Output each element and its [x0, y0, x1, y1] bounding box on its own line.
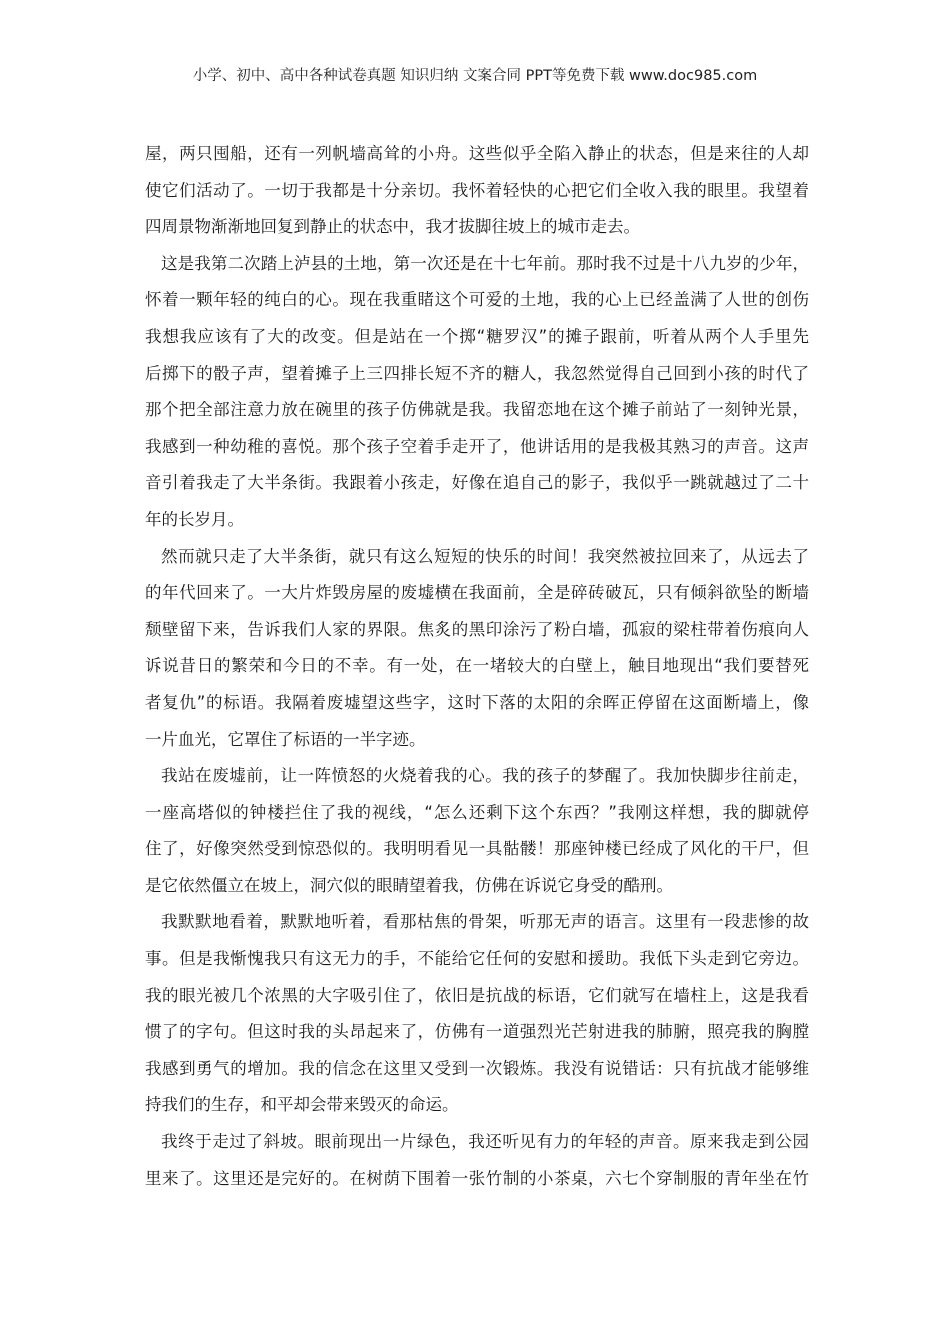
paragraph	[145, 543, 809, 763]
text-line: 事。但是我惭愧我只有这无力的手，不能给它任何的安慰和援助。我低下头走到它旁边。	[145, 949, 809, 969]
paragraph	[145, 1128, 809, 1201]
paragraph	[145, 908, 809, 1128]
text-line: 里来了。这里还是完好的。在树荫下围着一张竹制的小茶桌，六七个穿制服的青年坐在竹	[145, 1168, 809, 1188]
paragraph	[145, 140, 809, 250]
text-line: 我感到勇气的增加。我的信念在这里又受到一次锻炼。我没有说错话：只有抗战才能够维	[145, 1058, 809, 1078]
text-line: 那个把全部注意力放在碗里的孩子仿佛就是我。我留恋地在这个摊子前站了一刻钟光景，	[145, 400, 809, 420]
text-line: 我的眼光被几个浓黑的大字吸引住了，依旧是抗战的标语，它们就写在墙柱上，这是我看	[145, 985, 809, 1005]
text-line: 我站在废墟前，让一阵愤怒的火烧着我的心。我的孩子的梦醒了。我加快脚步往前走，	[161, 766, 809, 786]
text-line: 怀着一颗年轻的纯白的心。现在我重睹这个可爱的土地，我的心上已经盖满了人世的创伤	[145, 290, 809, 310]
text-line: 的年代回来了。一大片炸毁房屋的废墟横在我面前，全是碎砖破瓦，只有倾斜欲坠的断墙	[145, 583, 809, 603]
text-line: 后掷下的骰子声，望着摊子上三四排长短不齐的糖人，我忽然觉得自己回到小孩的时代了	[145, 363, 809, 383]
text-line: 我想我应该有了大的改变。但是站在一个掷“糖罗汉”的摊子跟前，听着从两个人手里先	[145, 326, 809, 346]
text-line: 这是我第二次踏上泸县的土地，第一次还是在十七年前。那时我不过是十八九岁的少年，	[161, 253, 809, 273]
text-line: 是它依然僵立在坡上，洞穴似的眼睛望着我，仿佛在诉说它身受的酷刑。	[145, 875, 673, 895]
text-line: 诉说昔日的繁荣和今日的不幸。有一处，在一堵较大的白壁上，触目地现出“我们要替死	[145, 656, 809, 676]
paragraph	[145, 762, 809, 908]
text-line: 颓壁留下来，告诉我们人家的界限。焦炙的黑印涂污了粉白墙，孤寂的梁柱带着伤痕向人	[145, 619, 809, 639]
page-header-banner: 小学、初中、高中各种试卷真题 知识归纳 文案合同 PPT等免费下载 www.doc985.com	[192, 68, 758, 84]
text-line: 然而就只走了大半条街，就只有这么短短的快乐的时间！我突然被拉回来了，从远去了	[161, 546, 809, 566]
text-line: 我默默地看着，默默地听着，看那枯焦的骨架，听那无声的语言。这里有一段悲惨的故	[161, 912, 809, 932]
text-line: 年的长岁月。	[145, 509, 244, 529]
text-line: 我感到一种幼稚的喜悦。那个孩子空着手走开了，他讲话用的是我极其熟习的声音。这声	[145, 436, 809, 456]
text-line: 者复仇”的标语。我隔着废墟望这些字，这时下落的太阳的余晖正停留在这面断墙上，像	[145, 692, 809, 712]
paragraph	[145, 250, 809, 543]
article-body	[145, 140, 809, 1201]
text-line: 音引着我走了大半条街。我跟着小孩走，好像在追自己的影子，我似乎一跳就越过了二十	[145, 473, 809, 493]
text-line: 我终于走过了斜坡。眼前现出一片绿色，我还听见有力的年轻的声音。原来我走到公园	[161, 1132, 809, 1152]
text-line: 四周景物渐渐地回复到静止的状态中，我才拔脚往坡上的城市走去。	[145, 217, 640, 237]
text-line: 一片血光，它罩住了标语的一半字迹。	[145, 729, 426, 749]
text-line: 持我们的生存，和平却会带来毁灭的命运。	[145, 1095, 459, 1115]
text-line: 一座高塔似的钟楼拦住了我的视线，“怎么还剩下这个东西？”我刚这样想，我的脚就停	[145, 802, 809, 822]
text-line: 住了，好像突然受到惊恐似的。我明明看见一具骷髅！那座钟楼已经成了风化的干尸，但	[145, 839, 809, 859]
text-line: 惯了的字句。但这时我的头昂起来了，仿佛有一道强烈光芒射进我的肺腑，照亮我的胸膛	[145, 1022, 809, 1042]
text-line: 屋，两只囤船，还有一列帆墙高耸的小舟。这些似乎全陷入静止的状态，但是来往的人却	[145, 144, 809, 163]
text-line: 使它们活动了。一切于我都是十分亲切。我怀着轻快的心把它们全收入我的眼里。我望着	[145, 180, 809, 200]
